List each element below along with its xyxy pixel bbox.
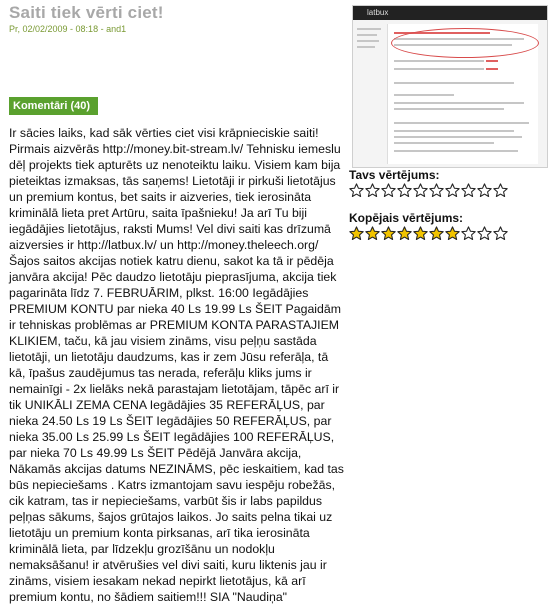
star-icon [493,226,508,241]
star-icon[interactable] [429,183,444,198]
star-icon [477,226,492,241]
post-meta: Pr, 02/02/2009 - 08:18 - and1 [9,24,127,34]
star-icon [429,226,444,241]
star-icon[interactable] [413,183,428,198]
comments-button[interactable]: Komentāri (40) [9,97,98,115]
your-rating-stars[interactable] [349,183,508,198]
star-icon [381,226,396,241]
star-icon [397,226,412,241]
thumbnail-logo: latbux [367,8,389,17]
thumbnail-sidebar [357,24,383,84]
star-icon[interactable] [445,183,460,198]
star-icon [413,226,428,241]
star-icon[interactable] [493,183,508,198]
star-icon [461,226,476,241]
star-icon [365,226,380,241]
star-icon [445,226,460,241]
your-rating-label: Tavs vērtējums: [349,168,440,182]
overall-rating-label: Kopējais vērtējums: [349,211,464,225]
screenshot-thumbnail[interactable] [352,5,548,168]
article-body: Ir sācies laiks, kad sāk vērties ciet visi krāpnieciskie saiti! Pirmais aizvērās http://money.bit-stream.lv/ Tehnisku iemeslu dēļ projekts tiek apturēts uz nenoteiktu laiku. Visiem kam bija pieteiktas izmaksas, tās saņems! Lietotāji ir pirkuši lietotājus un premium kontus, bet saits ir aizveries, tiek ierosināta kriminālā lieta pret Artūru, saita īpašnieku! Ja arī Tu biji iegādājies lietotājus, raksti Mums! Vel divi saiti kas drīzumā aizversies ir http://latbux.lv/ un http://money.theleech.org/ Šajos saitos akcijas notiek katru dienu, sakot ka tā ir pēdēja janvāra akcija! Pēc daudzo lietotāju pieprasījuma, akcija tiek pagarināta līdz 7. FEBRUĀRIM, plkst. 16:00 Iegādājies PREMIUM KONTU par nieka 40 Ls 19.99 Ls ŠEIT Pagaidām ir tehniskas problēmas ar PREMIUM KONTA PARASTAJIEM KLIKIEM, taču, kā jau visiem zināms, visu peļņu sastāda lietotāji, un lietotāju daudzums, kas ir zem Jūsu referāļa, tā kā, īpašus zaudējumus tas nerada, referāļu kliks jums ir nemainīgi - 2x lielāks nekā parastajam lietotājam, tāpēc arī ir tik UNIKĀLI ZEMA CENA Iegādājies 35 REFERĀĻUS, par nieka 24.50 Ls 19 Ls ŠEIT Iegādājies 50 REFERĀĻUS, par nieka 35.00 Ls 25.99 Ls ŠEIT Iegādājies 100 REFERĀĻUS, par nieka 70 Ls 49.99 Ls ŠEIT Pēdējā Janvāra akcija, Nākamās akcijas datums NEZINĀMS, pēc ieskaitiem, kad tas būs nepieciešams . Katrs izmantojam savu iespēju robežās, cik katram, tas ir nepieciešams, varbūt šis ir labs papildus peļņas sākums, šajos grūtajos laikos. Jo saits pelna tikai uz lietotāju un premium konta pirksanas, arī tika ierosināta kriminālā lieta, par līdzekļu grozīšānu un nodokļu nemaksāšanu! ir atvērušies vel divi saiti, kuru liktenis jau ir zināms, visiem iesakam nekad nepirkt lietotājus, kā arī premium kontu, no šādiem saitiem!!! SIA "Naudiņa" [9,126,344,604]
star-icon[interactable] [365,183,380,198]
overall-rating-stars [349,226,508,241]
thumbnail-highlight [391,28,539,58]
star-icon[interactable] [461,183,476,198]
star-icon[interactable] [397,183,412,198]
star-icon[interactable] [477,183,492,198]
post-title: Saiti tiek vērti ciet! [9,3,164,22]
thumbnail-header [353,6,547,20]
star-icon [349,226,364,241]
star-icon[interactable] [381,183,396,198]
star-icon[interactable] [349,183,364,198]
